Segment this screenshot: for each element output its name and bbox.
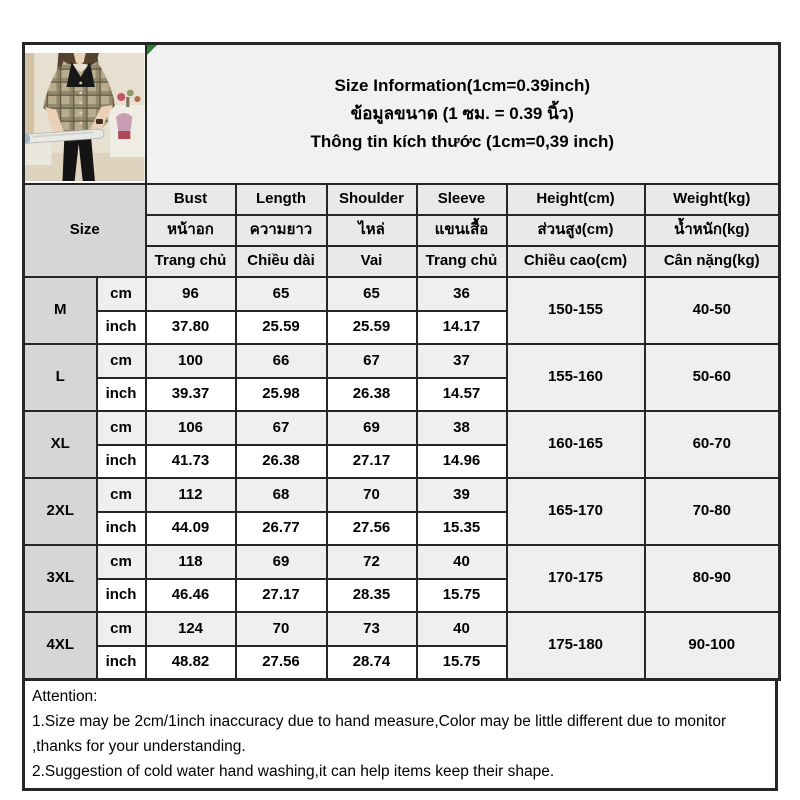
weight-range: 70-80: [645, 478, 780, 545]
col-header-sleeve-th: แขนเสื้อ: [417, 215, 507, 246]
measurement-cm: 65: [327, 277, 417, 311]
product-photo: [25, 47, 145, 181]
col-header-bust-th: หน้าอก: [146, 215, 236, 246]
col-header-sleeve-en: Sleeve: [417, 184, 507, 215]
measurement-inch: 26.38: [327, 378, 417, 412]
col-header-weight-th: น้ำหนัก(kg): [645, 215, 780, 246]
measurement-inch: 14.17: [417, 311, 507, 345]
product-photo-cell: [24, 44, 146, 185]
measurement-cm: 73: [327, 612, 417, 646]
height-range: 165-170: [507, 478, 645, 545]
size-label: L: [24, 344, 97, 411]
unit-label-cm: cm: [97, 344, 146, 378]
measurement-cm: 65: [236, 277, 327, 311]
title-thai: ข้อมูลขนาด (1 ซม. = 0.39 นิ้ว): [350, 104, 574, 123]
size-row-3xl-cm: [24, 545, 780, 579]
measurement-cm: 70: [236, 612, 327, 646]
measurement-cm: 38: [417, 411, 507, 445]
measurement-inch: 27.17: [236, 579, 327, 613]
unit-label-inch: inch: [97, 445, 146, 479]
size-info-title: [147, 45, 779, 183]
attention-section: [22, 681, 778, 791]
measurement-inch: 25.59: [327, 311, 417, 345]
measurement-cm: 36: [417, 277, 507, 311]
weight-range: 40-50: [645, 277, 780, 344]
col-header-bust-en: Bust: [146, 184, 236, 215]
measurement-cm: 118: [146, 545, 236, 579]
unit-label-cm: cm: [97, 545, 146, 579]
weight-range: 50-60: [645, 344, 780, 411]
unit-label-inch: inch: [97, 646, 146, 680]
measurement-inch: 48.82: [146, 646, 236, 680]
size-label: 4XL: [24, 612, 97, 680]
height-range: 150-155: [507, 277, 645, 344]
measurement-inch: 27.56: [236, 646, 327, 680]
size-row-4xl-cm: [24, 612, 780, 646]
size-label: 3XL: [24, 545, 97, 612]
measurement-inch: 15.75: [417, 579, 507, 613]
measurement-cm: 112: [146, 478, 236, 512]
measurement-inch: 15.35: [417, 512, 507, 546]
size-chart-content: [22, 42, 778, 791]
height-range: 175-180: [507, 612, 645, 680]
size-row-l-cm: [24, 344, 780, 378]
measurement-inch: 37.80: [146, 311, 236, 345]
measurement-cm: 67: [327, 344, 417, 378]
measurement-inch: 15.75: [417, 646, 507, 680]
col-header-shoulder-vi: Vai: [327, 246, 417, 277]
measurement-cm: 106: [146, 411, 236, 445]
measurement-inch: 27.17: [327, 445, 417, 479]
col-header-weight-en: Weight(kg): [645, 184, 780, 215]
unit-label-inch: inch: [97, 378, 146, 412]
measurement-cm: 72: [327, 545, 417, 579]
title-vietnamese: Thông tin kích thước (1cm=0,39 inch): [310, 132, 615, 151]
col-header-shoulder-en: Shoulder: [327, 184, 417, 215]
measurement-cm: 40: [417, 545, 507, 579]
measurement-inch: 28.74: [327, 646, 417, 680]
col-header-bust-vi: Trang chủ: [146, 246, 236, 277]
measurement-inch: 41.73: [146, 445, 236, 479]
measurement-inch: 39.37: [146, 378, 236, 412]
col-header-length-en: Length: [236, 184, 327, 215]
measurement-inch: 26.38: [236, 445, 327, 479]
weight-range: 90-100: [645, 612, 780, 680]
col-header-weight-vi: Cân nặng(kg): [645, 246, 780, 277]
unit-label-cm: cm: [97, 277, 146, 311]
measurement-cm: 100: [146, 344, 236, 378]
size-label: M: [24, 277, 97, 344]
measurement-inch: 46.46: [146, 579, 236, 613]
measurement-inch: 14.57: [417, 378, 507, 412]
green-corner-marker-icon: [147, 45, 157, 55]
measurement-inch: 25.59: [236, 311, 327, 345]
unit-label-inch: inch: [97, 579, 146, 613]
measurement-cm: 70: [327, 478, 417, 512]
measurement-cm: 96: [146, 277, 236, 311]
size-row-2xl-cm: [24, 478, 780, 512]
measurement-cm: 67: [236, 411, 327, 445]
col-header-height-vi: Chiều cao(cm): [507, 246, 645, 277]
title-english: Size Information(1cm=0.39inch): [334, 76, 591, 95]
measurement-cm: 37: [417, 344, 507, 378]
attention-heading: Attention:: [32, 688, 98, 705]
measurement-cm: 40: [417, 612, 507, 646]
weight-range: 80-90: [645, 545, 780, 612]
measurement-cm: 124: [146, 612, 236, 646]
measurement-inch: 27.56: [327, 512, 417, 546]
unit-label-inch: inch: [97, 512, 146, 546]
col-header-sleeve-vi: Trang chủ: [417, 246, 507, 277]
size-table-body: [24, 277, 780, 680]
unit-label-cm: cm: [97, 411, 146, 445]
attention-line-1: 1.Size may be 2cm/1inch inaccuracy due to hand measure,Color may be little different due to monitor ,thanks for your understanding.: [32, 713, 727, 755]
unit-label-inch: inch: [97, 311, 146, 345]
measurement-inch: 28.35: [327, 579, 417, 613]
header-row-english: [24, 184, 780, 215]
measurement-cm: 69: [327, 411, 417, 445]
size-header-cell: Size: [24, 184, 146, 277]
size-table: [22, 42, 781, 681]
measurement-cm: 66: [236, 344, 327, 378]
size-info-title-cell: [146, 44, 780, 185]
size-row-xl-cm: [24, 411, 780, 445]
col-header-height-en: Height(cm): [507, 184, 645, 215]
size-label: XL: [24, 411, 97, 478]
measurement-cm: 68: [236, 478, 327, 512]
height-range: 170-175: [507, 545, 645, 612]
height-range: 160-165: [507, 411, 645, 478]
size-row-m-cm: [24, 277, 780, 311]
measurement-inch: 25.98: [236, 378, 327, 412]
unit-label-cm: cm: [97, 478, 146, 512]
measurement-cm: 39: [417, 478, 507, 512]
height-range: 155-160: [507, 344, 645, 411]
weight-range: 60-70: [645, 411, 780, 478]
unit-label-cm: cm: [97, 612, 146, 646]
col-header-length-vi: Chiều dài: [236, 246, 327, 277]
col-header-length-th: ความยาว: [236, 215, 327, 246]
measurement-inch: 14.96: [417, 445, 507, 479]
col-header-shoulder-th: ไหล่: [327, 215, 417, 246]
attention-line-2: 2.Suggestion of cold water hand washing,it can help items keep their shape.: [32, 763, 555, 780]
measurement-inch: 26.77: [236, 512, 327, 546]
col-header-height-th: ส่วนสูง(cm): [507, 215, 645, 246]
top-row: [24, 44, 780, 185]
measurement-inch: 44.09: [146, 512, 236, 546]
size-label: 2XL: [24, 478, 97, 545]
measurement-cm: 69: [236, 545, 327, 579]
